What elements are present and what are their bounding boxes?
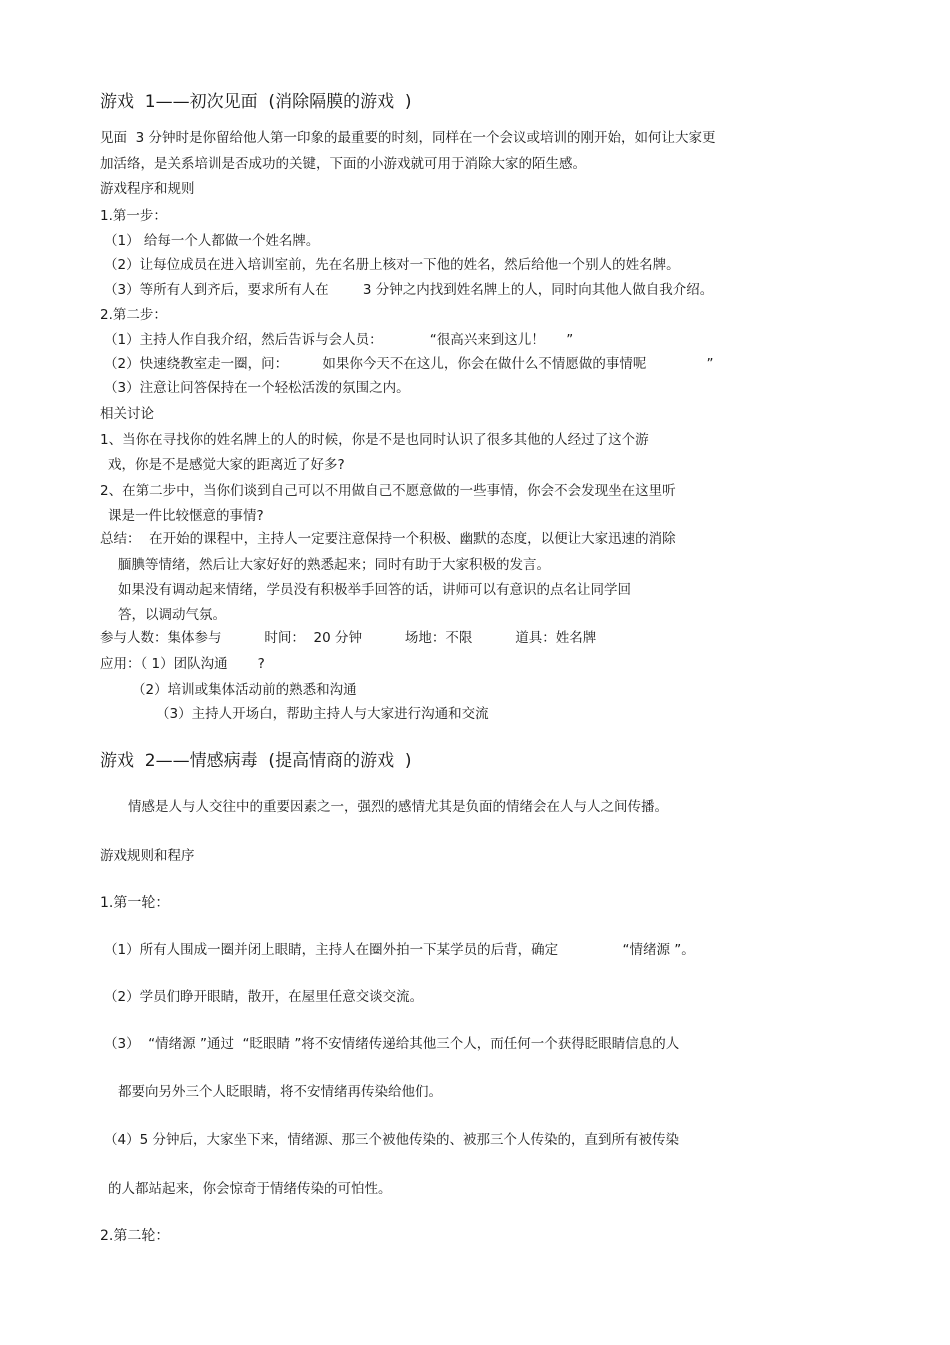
game1-rules-heading: 游戏程序和规则 xyxy=(100,181,195,197)
game1-summary-line1: 总结： 在开始的课程中，主持人一定要注意保持一个积极、幽默的态度，以便让大家迅速的消除 xyxy=(100,531,676,547)
game2-rules-heading: 游戏规则和程序 xyxy=(100,848,195,864)
game1-discussion-2-line2: 课是一件比较惬意的事情? xyxy=(108,508,264,524)
game1-info-row: 参与人数：集体参与 时间： 20 分钟 场地：不限 道具：姓名牌 xyxy=(100,630,597,646)
game1-application-2: （2）培训或集体活动前的熟悉和沟通 xyxy=(132,682,357,698)
game1-step2-item3: （3）注意让问答保持在一个轻松活泼的氛围之内。 xyxy=(104,380,410,396)
game2-round1-item3: （3） “情绪源 ”通过 “眨眼睛 ”将不安情绪传递给其他三个人，而任何一个获得眨眼睛信息的人 xyxy=(104,1036,680,1052)
game2-round1-item4-cont: 的人都站起来，你会惊奇于情绪传染的可怕性。 xyxy=(108,1181,392,1197)
game2-round1-item3-cont: 都要向另外三个人眨眼睛，将不安情绪再传染给他们。 xyxy=(118,1084,442,1100)
game2-intro: 情感是人与人交往中的重要因素之一，强烈的感情尤其是负面的情绪会在人与人之间传播。 xyxy=(128,799,668,815)
game1-step2-item2: （2）快速绕教室走一圈，问： 如果你今天不在这儿，你会在做什么不情愿做的事情呢 ” xyxy=(104,356,714,372)
game1-intro-line1: 见面 3 分钟时是你留给他人第一印象的最重要的时刻，同样在一个会议或培训的刚开始，如何让大家更 xyxy=(100,130,716,146)
game1-discussion-heading: 相关讨论 xyxy=(100,406,154,422)
game1-step2-item1: （1）主持人作自我介绍，然后告诉与会人员： “很高兴来到这儿！ ” xyxy=(104,332,574,348)
game2-round2-heading: 2.第二轮： xyxy=(100,1228,170,1244)
game2-round1-item1: （1）所有人围成一圈并闭上眼睛，主持人在圈外拍一下某学员的后背，确定 “情绪源 ”。 xyxy=(104,942,695,958)
game2-title: 游戏 2——情感病毒 (提高情商的游戏 ) xyxy=(100,751,412,771)
game1-discussion-2-line1: 2、在第二步中，当你们谈到自己可以不用做自己不愿意做的一些事情，你会不会发现坐在这里听 xyxy=(100,483,676,499)
game2-round1-item4: （4）5 分钟后，大家坐下来，情绪源、那三个被他传染的、被那三个人传染的，直到所有被传染 xyxy=(104,1132,679,1148)
game1-step1-item3: （3）等所有人到齐后，要求所有人在 3 分钟之内找到姓名牌上的人，同时向其他人做自我介绍。 xyxy=(104,282,714,298)
game1-step2-heading: 2.第二步： xyxy=(100,307,167,323)
game1-summary-line3: 如果没有调动起来情绪，学员没有积极举手回答的话，讲师可以有意识的点名让同学回 xyxy=(118,582,631,598)
game1-intro-line2: 加活络，是关系培训是否成功的关键，下面的小游戏就可用于消除大家的陌生感。 xyxy=(100,156,586,172)
game2-round1-item2: （2）学员们睁开眼睛，散开，在屋里任意交谈交流。 xyxy=(104,989,424,1005)
game1-discussion-1-line1: 1、当你在寻找你的姓名牌上的人的时候，你是不是也同时认识了很多其他的人经过了这个游 xyxy=(100,432,649,448)
game1-step1-heading: 1.第一步： xyxy=(100,208,167,224)
game2-round1-heading: 1.第一轮： xyxy=(100,895,170,911)
game1-step1-item1: （1） 给每一个人都做一个姓名牌。 xyxy=(104,233,320,249)
game1-step1-item2: （2）让每位成员在进入培训室前，先在名册上核对一下他的姓名，然后给他一个别人的姓名牌。 xyxy=(104,257,680,273)
game1-title: 游戏 1——初次见面 (消除隔膜的游戏 ) xyxy=(100,92,412,112)
game1-summary-line4: 答，以调动气氛。 xyxy=(118,607,226,623)
game1-summary-line2: 腼腆等情绪，然后让大家好好的熟悉起来；同时有助于大家积极的发言。 xyxy=(118,557,550,573)
game1-application-1: 应用：（ 1）团队沟通 ? xyxy=(100,656,265,672)
game1-application-3: （3）主持人开场白，帮助主持人与大家进行沟通和交流 xyxy=(156,706,489,722)
game1-discussion-1-line2: 戏，你是不是感觉大家的距离近了好多? xyxy=(108,457,345,473)
